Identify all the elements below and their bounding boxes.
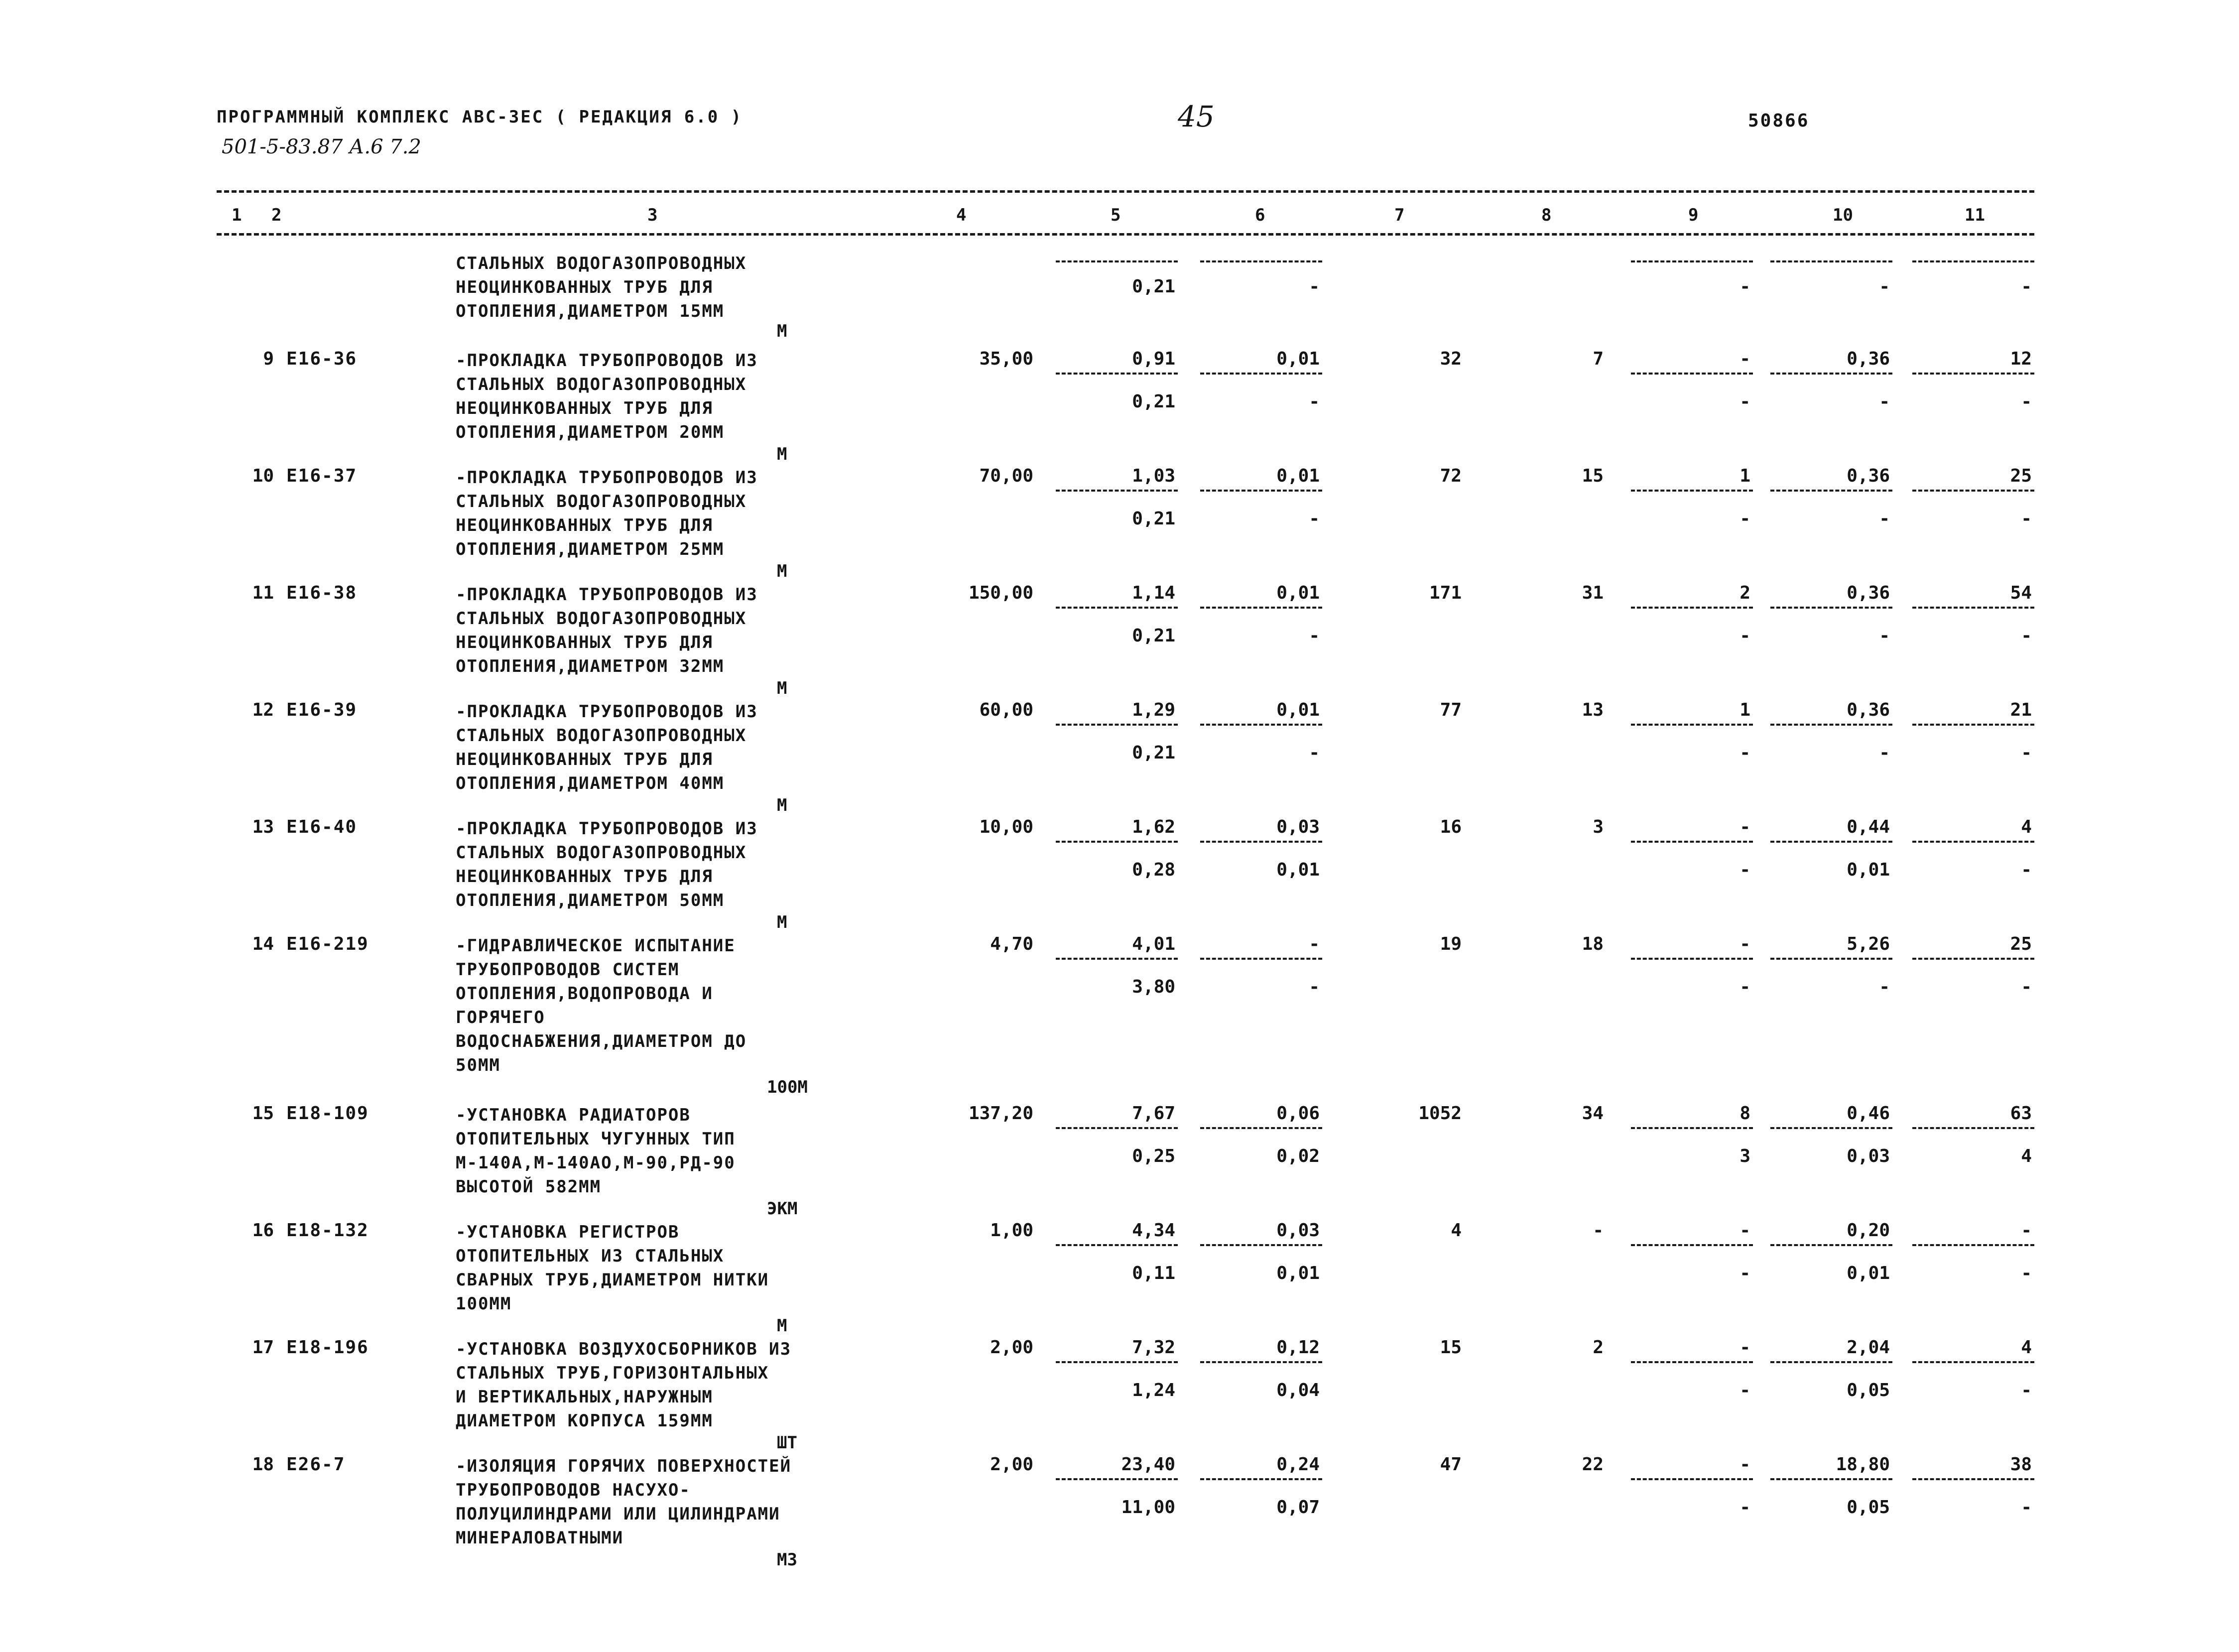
- row-value-c7: 47: [1440, 1454, 1462, 1475]
- row-description: -ПРОКЛАДКА ТРУБОПРОВОДОВ ИЗ СТАЛЬНЫХ ВОДОГАЗОПРОВОДНЫХ НЕОЦИНКОВАННЫХ ТРУБ ДЛЯ ОТОПЛЕНИЯ,ДИАМЕТРОМ 20ММ: [456, 351, 758, 442]
- row-value-c4: 137,20: [968, 1103, 1033, 1124]
- row-code: Е18-196: [286, 1337, 369, 1358]
- column-header-6: 6: [1255, 205, 1265, 225]
- row-number: 10: [252, 466, 274, 486]
- row-number: 9: [263, 349, 274, 369]
- row-value-c7: 19: [1440, 934, 1462, 954]
- row-divider-9: [1631, 607, 1753, 609]
- row-value-c9b: -: [1740, 977, 1750, 997]
- row-value-c5b: 0,21: [1132, 743, 1175, 763]
- row-divider-9: [1631, 1127, 1753, 1129]
- row-value-c11: 4: [2021, 817, 2032, 837]
- row-value-c9b: -: [1740, 743, 1750, 763]
- row-divider-11: [1912, 490, 2034, 492]
- row-description: -УСТАНОВКА ВОЗДУХОСБОРНИКОВ ИЗ СТАЛЬНЫХ ТРУБ,ГОРИЗОНТАЛЬНЫХ И ВЕРТИКАЛЬНЫХ,НАРУЖНЫМ ДИАМЕТРОМ КОРПУСА 159ММ: [456, 1339, 792, 1431]
- row-value-c8: 15: [1582, 466, 1604, 486]
- row-divider-6: [1200, 724, 1322, 726]
- row-value-c6: -: [1309, 934, 1320, 954]
- row-divider-5: [1056, 373, 1178, 375]
- row-value-c4: 10,00: [979, 817, 1033, 837]
- row-divider-5: [1056, 1361, 1178, 1363]
- row-value-c5: 1,03: [1132, 466, 1175, 486]
- row-value-c11: 4: [2021, 1337, 2032, 1358]
- row-value-c11b: -: [2021, 1497, 2032, 1518]
- row-divider-6: [1200, 373, 1322, 375]
- row-description: -УСТАНОВКА РЕГИСТРОВ ОТОПИТЕЛЬНЫХ ИЗ СТАЛЬНЫХ СВАРНЫХ ТРУБ,ДИАМЕТРОМ НИТКИ 100ММ: [456, 1222, 769, 1314]
- row-value-c11b: -: [2021, 391, 2032, 412]
- row-divider-11: [1912, 724, 2034, 726]
- row-value-c8: 13: [1582, 700, 1604, 720]
- row-value-c6: 0,01: [1276, 700, 1320, 720]
- handwritten-reference: 501-5-83.87 А.6 7.2: [222, 135, 421, 158]
- row-number: 15: [252, 1103, 274, 1124]
- row-value-c4: 150,00: [968, 583, 1033, 603]
- row-value-c6: 0,24: [1276, 1454, 1320, 1475]
- row-divider-11: [1912, 260, 2034, 262]
- row-value-c7: 171: [1429, 583, 1462, 603]
- row-value-c11: 54: [2010, 583, 2032, 603]
- row-divider-5: [1056, 607, 1178, 609]
- row-unit: М: [777, 1316, 787, 1336]
- column-header-3: 3: [647, 205, 658, 225]
- row-divider-5: [1056, 1478, 1178, 1480]
- row-divider-9: [1631, 1361, 1753, 1363]
- row-value-c6: 0,01: [1276, 583, 1320, 603]
- row-divider-9: [1631, 958, 1753, 960]
- row-value-c11b: -: [2021, 860, 2032, 880]
- row-divider-5: [1056, 841, 1178, 843]
- row-value-c10: 2,04: [1847, 1337, 1890, 1358]
- row-value-c10: 0,36: [1847, 583, 1890, 603]
- row-value-c9b: -: [1740, 1380, 1750, 1400]
- row-unit: ШТ: [777, 1433, 797, 1453]
- document-number: 50866: [1748, 111, 1810, 131]
- row-value-c9b: -: [1740, 276, 1750, 297]
- row-divider-10: [1770, 724, 1892, 726]
- row-divider-10: [1770, 1244, 1892, 1246]
- row-value-c5: 23,40: [1121, 1454, 1175, 1475]
- row-value-c10b: 0,05: [1847, 1380, 1890, 1400]
- row-value-c5: 7,67: [1132, 1103, 1175, 1124]
- row-value-c5: 4,34: [1132, 1220, 1175, 1241]
- row-number: 14: [252, 934, 274, 954]
- row-value-c11: -: [2021, 1220, 2032, 1241]
- row-value-c5b: 0,21: [1132, 391, 1175, 412]
- row-divider-11: [1912, 607, 2034, 609]
- row-value-c8: 2: [1593, 1337, 1604, 1358]
- row-value-c9b: -: [1740, 860, 1750, 880]
- row-value-c6: 0,01: [1276, 349, 1320, 369]
- row-divider-11: [1912, 1361, 2034, 1363]
- row-divider-10: [1770, 260, 1892, 262]
- row-divider-10: [1770, 373, 1892, 375]
- row-value-c11b: -: [2021, 508, 2032, 529]
- row-divider-6: [1200, 607, 1322, 609]
- row-value-c6b: -: [1309, 743, 1320, 763]
- row-description: -УСТАНОВКА РАДИАТОРОВ ОТОПИТЕЛЬНЫХ ЧУГУННЫХ ТИП М-140А,М-140АО,М-90,РД-90 ВЫСОТОЙ 582ММ: [456, 1105, 736, 1197]
- row-value-c5b: 0,11: [1132, 1263, 1175, 1283]
- row-value-c10b: -: [1879, 276, 1890, 297]
- header-rule-top: [217, 190, 2034, 193]
- row-divider-11: [1912, 1127, 2034, 1129]
- row-code: Е18-132: [286, 1220, 369, 1241]
- row-divider-6: [1200, 1361, 1322, 1363]
- row-value-c9: 2: [1740, 583, 1750, 603]
- row-value-c7: 16: [1440, 817, 1462, 837]
- row-number: 12: [252, 700, 274, 720]
- row-value-c10: 0,36: [1847, 700, 1890, 720]
- row-code: Е18-109: [286, 1103, 369, 1124]
- row-value-c9b: 3: [1740, 1146, 1750, 1166]
- row-value-c11: 21: [2010, 700, 2032, 720]
- row-value-c5b: 3,80: [1132, 977, 1175, 997]
- row-value-c11: 25: [2010, 466, 2032, 486]
- row-value-c4: 1,00: [990, 1220, 1033, 1241]
- row-value-c9: -: [1740, 817, 1750, 837]
- row-value-c5: 1,14: [1132, 583, 1175, 603]
- row-value-c11b: -: [2021, 977, 2032, 997]
- row-divider-6: [1200, 490, 1322, 492]
- row-value-c10b: -: [1879, 508, 1890, 529]
- row-value-c5: 0,91: [1132, 349, 1175, 369]
- row-divider-10: [1770, 1361, 1892, 1363]
- row-unit: М: [777, 321, 787, 341]
- row-value-c5: 7,32: [1132, 1337, 1175, 1358]
- row-unit: М: [777, 444, 787, 464]
- row-value-c4: 4,70: [990, 934, 1033, 954]
- row-number: 11: [252, 583, 274, 603]
- row-code: Е26-7: [286, 1454, 346, 1475]
- row-value-c10: 0,46: [1847, 1103, 1890, 1124]
- row-divider-5: [1056, 1244, 1178, 1246]
- row-divider-9: [1631, 841, 1753, 843]
- row-divider-6: [1200, 260, 1322, 262]
- row-value-c8: 34: [1582, 1103, 1604, 1124]
- row-value-c9: 1: [1740, 466, 1750, 486]
- row-value-c10b: -: [1879, 626, 1890, 646]
- row-divider-10: [1770, 841, 1892, 843]
- row-code: Е16-37: [286, 466, 358, 486]
- row-value-c7: 15: [1440, 1337, 1462, 1358]
- column-header-8: 8: [1541, 205, 1552, 225]
- row-value-c8: 31: [1582, 583, 1604, 603]
- row-divider-5: [1056, 724, 1178, 726]
- row-value-c10: 0,36: [1847, 349, 1890, 369]
- row-value-c11: 38: [2010, 1454, 2032, 1475]
- row-value-c10b: 0,03: [1847, 1146, 1890, 1166]
- row-divider-10: [1770, 490, 1892, 492]
- row-value-c6: 0,01: [1276, 466, 1320, 486]
- row-value-c5: 1,29: [1132, 700, 1175, 720]
- row-value-c11b: -: [2021, 276, 2032, 297]
- row-value-c5b: 0,28: [1132, 860, 1175, 880]
- row-value-c9: -: [1740, 1454, 1750, 1475]
- row-value-c5: 1,62: [1132, 817, 1175, 837]
- row-value-c10: 5,26: [1847, 934, 1890, 954]
- row-value-c4: 60,00: [979, 700, 1033, 720]
- row-value-c5: 4,01: [1132, 934, 1175, 954]
- column-header-7: 7: [1394, 205, 1405, 225]
- row-value-c10b: -: [1879, 743, 1890, 763]
- row-unit: М3: [777, 1550, 797, 1570]
- row-divider-11: [1912, 958, 2034, 960]
- row-value-c6b: 0,04: [1276, 1380, 1320, 1400]
- row-value-c6b: 0,07: [1276, 1497, 1320, 1518]
- row-value-c6b: -: [1309, 391, 1320, 412]
- row-value-c6: 0,03: [1276, 817, 1320, 837]
- row-divider-9: [1631, 373, 1753, 375]
- row-value-c4: 70,00: [979, 466, 1033, 486]
- row-value-c8: 22: [1582, 1454, 1604, 1475]
- row-divider-5: [1056, 1127, 1178, 1129]
- row-value-c5b: 0,25: [1132, 1146, 1175, 1166]
- row-number: 17: [252, 1337, 274, 1358]
- row-divider-10: [1770, 1127, 1892, 1129]
- row-description: -ПРОКЛАДКА ТРУБОПРОВОДОВ ИЗ СТАЛЬНЫХ ВОДОГАЗОПРОВОДНЫХ НЕОЦИНКОВАННЫХ ТРУБ ДЛЯ ОТОПЛЕНИЯ,ДИАМЕТРОМ 25ММ: [456, 468, 758, 559]
- row-code: Е16-40: [286, 817, 358, 837]
- row-value-c10b: -: [1879, 977, 1890, 997]
- row-value-c11: 25: [2010, 934, 2032, 954]
- row-value-c10b: 0,01: [1847, 860, 1890, 880]
- row-code: Е16-219: [286, 934, 369, 954]
- row-value-c6b: -: [1309, 626, 1320, 646]
- row-value-c11b: -: [2021, 1380, 2032, 1400]
- row-divider-11: [1912, 841, 2034, 843]
- row-number: 13: [252, 817, 274, 837]
- row-value-c6: 0,06: [1276, 1103, 1320, 1124]
- row-description: СТАЛЬНЫХ ВОДОГАЗОПРОВОДНЫХ НЕОЦИНКОВАННЫХ ТРУБ ДЛЯ ОТОПЛЕНИЯ,ДИАМЕТРОМ 15ММ: [456, 254, 747, 321]
- row-unit: ЭКМ: [767, 1199, 798, 1219]
- row-unit: 100М: [767, 1077, 808, 1097]
- row-number: 16: [252, 1220, 274, 1241]
- row-value-c11b: -: [2021, 743, 2032, 763]
- column-header-5: 5: [1111, 205, 1121, 225]
- row-divider-5: [1056, 958, 1178, 960]
- row-value-c8: 7: [1593, 349, 1604, 369]
- row-value-c6b: -: [1309, 977, 1320, 997]
- column-header-2: 2: [271, 205, 282, 225]
- row-value-c10: 0,44: [1847, 817, 1890, 837]
- row-divider-10: [1770, 1478, 1892, 1480]
- row-value-c9: -: [1740, 1337, 1750, 1358]
- column-header-4: 4: [956, 205, 967, 225]
- row-code: Е16-38: [286, 583, 358, 603]
- row-value-c6: 0,12: [1276, 1337, 1320, 1358]
- row-divider-11: [1912, 373, 2034, 375]
- row-value-c6: 0,03: [1276, 1220, 1320, 1241]
- row-value-c10b: 0,05: [1847, 1497, 1890, 1518]
- page-number: 45: [1178, 100, 1215, 133]
- row-divider-9: [1631, 260, 1753, 262]
- row-value-c8: -: [1593, 1220, 1604, 1241]
- row-value-c10b: -: [1879, 391, 1890, 412]
- column-header-9: 9: [1688, 205, 1699, 225]
- row-divider-5: [1056, 490, 1178, 492]
- row-divider-6: [1200, 841, 1322, 843]
- row-value-c11: 63: [2010, 1103, 2032, 1124]
- row-value-c9b: -: [1740, 1263, 1750, 1283]
- row-value-c8: 18: [1582, 934, 1604, 954]
- row-divider-10: [1770, 958, 1892, 960]
- row-value-c9: -: [1740, 349, 1750, 369]
- row-divider-6: [1200, 1478, 1322, 1480]
- row-description: -ГИДРАВЛИЧЕСКОЕ ИСПЫТАНИЕ ТРУБОПРОВОДОВ СИСТЕМ ОТОПЛЕНИЯ,ВОДОПРОВОДА И ГОРЯЧЕГО ВОДОСНАБЖЕНИЯ,ДИАМЕТРОМ ДО 50ММ: [456, 936, 747, 1075]
- row-divider-6: [1200, 958, 1322, 960]
- row-value-c10: 18,80: [1836, 1454, 1890, 1475]
- row-unit: М: [777, 795, 787, 815]
- row-value-c5b: 0,21: [1132, 508, 1175, 529]
- row-divider-9: [1631, 724, 1753, 726]
- row-description: -ПРОКЛАДКА ТРУБОПРОВОДОВ ИЗ СТАЛЬНЫХ ВОДОГАЗОПРОВОДНЫХ НЕОЦИНКОВАННЫХ ТРУБ ДЛЯ ОТОПЛЕНИЯ,ДИАМЕТРОМ 40ММ: [456, 702, 758, 793]
- column-header-1: 1: [232, 205, 242, 225]
- row-value-c11b: -: [2021, 626, 2032, 646]
- row-value-c9b: -: [1740, 626, 1750, 646]
- row-code: Е16-39: [286, 700, 358, 720]
- row-value-c10: 0,36: [1847, 466, 1890, 486]
- row-value-c9: 1: [1740, 700, 1750, 720]
- row-value-c9: -: [1740, 934, 1750, 954]
- row-unit: М: [777, 678, 787, 698]
- row-unit: М: [777, 912, 787, 932]
- row-value-c7: 4: [1451, 1220, 1462, 1241]
- row-value-c6b: 0,01: [1276, 1263, 1320, 1283]
- row-value-c9: -: [1740, 1220, 1750, 1241]
- row-divider-11: [1912, 1478, 2034, 1480]
- row-value-c4: 2,00: [990, 1337, 1033, 1358]
- row-value-c6b: 0,02: [1276, 1146, 1320, 1166]
- row-value-c4: 2,00: [990, 1454, 1033, 1475]
- row-value-c5b: 0,21: [1132, 276, 1175, 297]
- row-divider-6: [1200, 1127, 1322, 1129]
- row-value-c7: 72: [1440, 466, 1462, 486]
- row-value-c7: 32: [1440, 349, 1462, 369]
- column-header-10: 10: [1833, 205, 1853, 225]
- row-description: -ПРОКЛАДКА ТРУБОПРОВОДОВ ИЗ СТАЛЬНЫХ ВОДОГАЗОПРОВОДНЫХ НЕОЦИНКОВАННЫХ ТРУБ ДЛЯ ОТОПЛЕНИЯ,ДИАМЕТРОМ 32ММ: [456, 585, 758, 676]
- row-divider-6: [1200, 1244, 1322, 1246]
- row-divider-10: [1770, 607, 1892, 609]
- row-value-c11b: -: [2021, 1263, 2032, 1283]
- row-value-c5b: 1,24: [1132, 1380, 1175, 1400]
- row-value-c11b: 4: [2021, 1146, 2032, 1166]
- row-value-c9b: -: [1740, 391, 1750, 412]
- row-divider-9: [1631, 1478, 1753, 1480]
- row-value-c10b: 0,01: [1847, 1263, 1890, 1283]
- row-value-c5b: 11,00: [1121, 1497, 1175, 1518]
- row-value-c7: 77: [1440, 700, 1462, 720]
- row-value-c10: 0,20: [1847, 1220, 1890, 1241]
- row-value-c6b: -: [1309, 508, 1320, 529]
- row-divider-11: [1912, 1244, 2034, 1246]
- row-value-c4: 35,00: [979, 349, 1033, 369]
- row-description: -ПРОКЛАДКА ТРУБОПРОВОДОВ ИЗ СТАЛЬНЫХ ВОДОГАЗОПРОВОДНЫХ НЕОЦИНКОВАННЫХ ТРУБ ДЛЯ ОТОПЛЕНИЯ,ДИАМЕТРОМ 50ММ: [456, 819, 758, 910]
- column-header-11: 11: [1965, 205, 1985, 225]
- row-divider-9: [1631, 1244, 1753, 1246]
- row-value-c9: 8: [1740, 1103, 1750, 1124]
- row-value-c7: 1052: [1418, 1103, 1462, 1124]
- program-title: ПРОГРАММНЫЙ КОМПЛЕКС АВС-ЗЕС ( РЕДАКЦИЯ 6.0 ): [217, 107, 743, 127]
- row-code: Е16-36: [286, 349, 358, 369]
- row-value-c6b: -: [1309, 276, 1320, 297]
- header-rule-bottom: [217, 233, 2034, 236]
- row-divider-5: [1056, 260, 1178, 262]
- row-value-c8: 3: [1593, 817, 1604, 837]
- row-value-c5b: 0,21: [1132, 626, 1175, 646]
- row-value-c9b: -: [1740, 1497, 1750, 1518]
- row-number: 18: [252, 1454, 274, 1475]
- row-unit: М: [777, 561, 787, 581]
- row-value-c9b: -: [1740, 508, 1750, 529]
- row-description: -ИЗОЛЯЦИЯ ГОРЯЧИХ ПОВЕРХНОСТЕЙ ТРУБОПРОВОДОВ НАСУХО- ПОЛУЦИЛИНДРАМИ ИЛИ ЦИЛИНДРАМИ МИНЕРАЛОВАТНЫМИ: [456, 1456, 792, 1548]
- row-value-c6b: 0,01: [1276, 860, 1320, 880]
- row-divider-9: [1631, 490, 1753, 492]
- row-value-c11: 12: [2010, 349, 2032, 369]
